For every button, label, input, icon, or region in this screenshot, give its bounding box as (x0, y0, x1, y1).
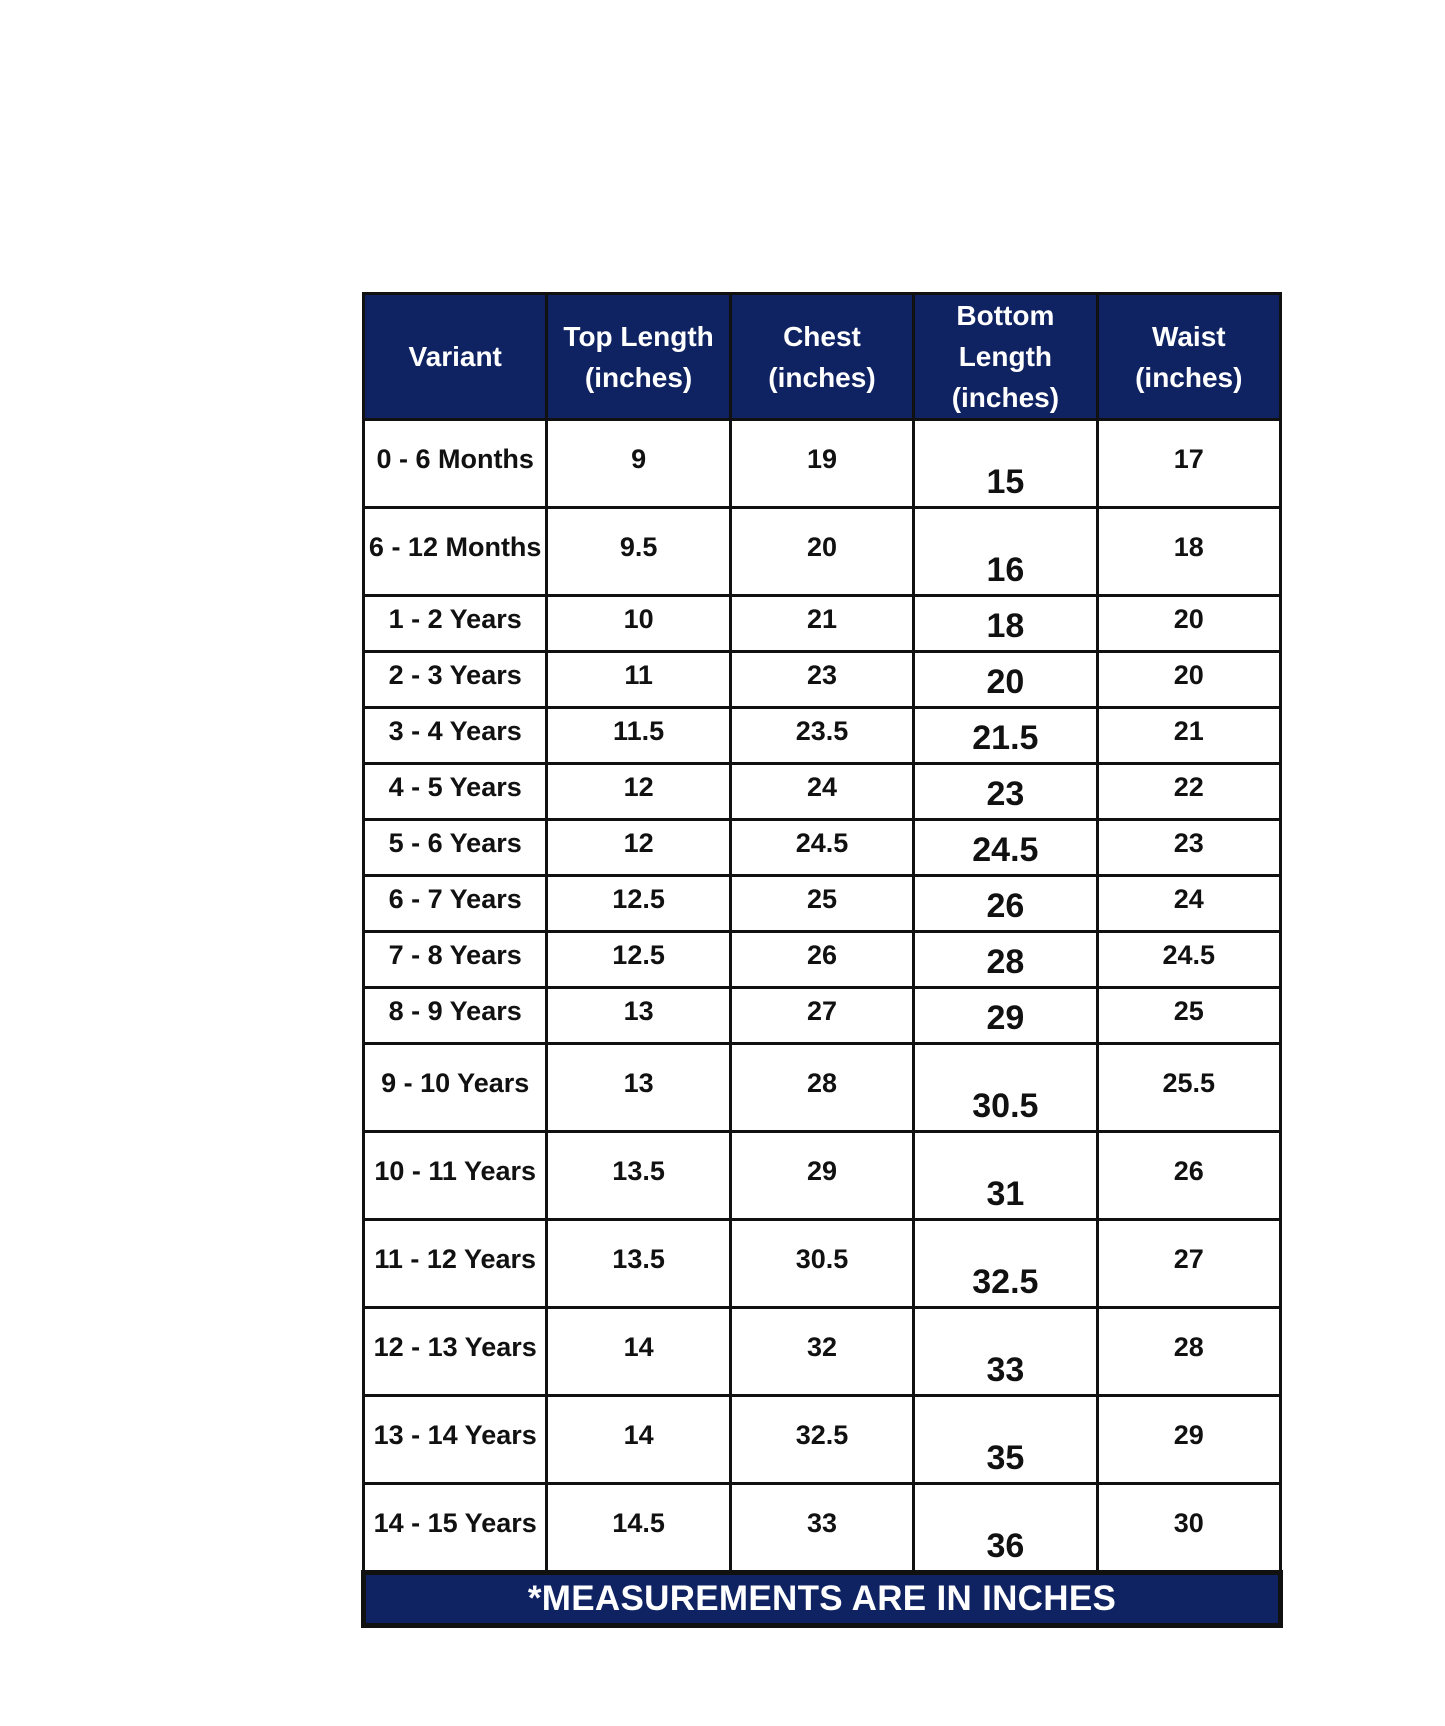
variant-cell: 9 - 10 Years (364, 1044, 547, 1132)
variant-cell: 2 - 3 Years (364, 652, 547, 708)
bottom-length-cell: 18 (914, 596, 1097, 652)
top-length-cell: 14 (547, 1396, 730, 1484)
variant-cell: 6 - 7 Years (364, 876, 547, 932)
table-row (364, 708, 1281, 764)
top-length-cell: 12.5 (547, 876, 730, 932)
chest-cell: 19 (730, 420, 913, 508)
waist-cell: 25.5 (1097, 1044, 1280, 1132)
header-line: Top Length (563, 320, 714, 352)
header-row (364, 294, 1281, 420)
bottom-length-cell: 20 (914, 652, 1097, 708)
header-bottom-length (914, 294, 1097, 420)
top-length-cell: 12.5 (547, 932, 730, 988)
bottom-length-cell: 15 (914, 420, 1097, 508)
top-length-cell: 14 (547, 1308, 730, 1396)
size-chart-table (361, 292, 1283, 1628)
table-row (364, 652, 1281, 708)
top-length-cell: 9 (547, 420, 730, 508)
table-row (364, 988, 1281, 1044)
top-length-cell: 13 (547, 1044, 730, 1132)
waist-cell: 28 (1097, 1308, 1280, 1396)
variant-cell: 1 - 2 Years (364, 596, 547, 652)
chest-cell: 23 (730, 652, 913, 708)
table-row (364, 1220, 1281, 1308)
table-row (364, 876, 1281, 932)
chest-cell: 26 (730, 932, 913, 988)
variant-cell: 4 - 5 Years (364, 764, 547, 820)
bottom-length-cell: 31 (914, 1132, 1097, 1220)
bottom-length-cell: 21.5 (914, 708, 1097, 764)
bottom-length-cell: 35 (914, 1396, 1097, 1484)
size-chart-header (364, 294, 1281, 420)
variant-cell: 5 - 6 Years (364, 820, 547, 876)
top-length-cell: 13 (547, 988, 730, 1044)
variant-cell: 6 - 12 Months (364, 508, 547, 596)
bottom-length-cell: 29 (914, 988, 1097, 1044)
bottom-length-cell: 26 (914, 876, 1097, 932)
waist-cell: 18 (1097, 508, 1280, 596)
top-length-cell: 9.5 (547, 508, 730, 596)
table-row (364, 764, 1281, 820)
waist-cell: 20 (1097, 596, 1280, 652)
chest-cell: 25 (730, 876, 913, 932)
variant-cell: 8 - 9 Years (364, 988, 547, 1044)
bottom-length-cell: 16 (914, 508, 1097, 596)
top-length-cell: 12 (547, 820, 730, 876)
footer-row (364, 1573, 1281, 1626)
header-line: Chest (783, 320, 861, 352)
chest-cell: 21 (730, 596, 913, 652)
header-top-length (547, 294, 730, 420)
chest-cell: 32.5 (730, 1396, 913, 1484)
waist-cell: 23 (1097, 820, 1280, 876)
table-row (364, 508, 1281, 596)
size-chart-footer (364, 1573, 1281, 1626)
header-variant (364, 294, 547, 420)
table-row (364, 420, 1281, 508)
waist-cell: 22 (1097, 764, 1280, 820)
header-line: (inches) (951, 382, 1060, 413)
waist-cell: 29 (1097, 1396, 1280, 1484)
waist-cell: 20 (1097, 652, 1280, 708)
waist-cell: 21 (1097, 708, 1280, 764)
chest-cell: 33 (730, 1484, 913, 1573)
variant-cell: 10 - 11 Years (364, 1132, 547, 1220)
top-length-cell: 14.5 (547, 1484, 730, 1573)
bottom-length-cell: 23 (914, 764, 1097, 820)
waist-cell: 25 (1097, 988, 1280, 1044)
waist-cell: 24 (1097, 876, 1280, 932)
variant-cell: 11 - 12 Years (364, 1220, 547, 1308)
header-line: (inches) (1135, 361, 1243, 393)
chest-cell: 28 (730, 1044, 913, 1132)
table-row (364, 596, 1281, 652)
measurement-note: *MEASUREMENTS ARE IN INCHES (364, 1573, 1281, 1626)
bottom-length-cell: 32.5 (914, 1220, 1097, 1308)
top-length-cell: 10 (547, 596, 730, 652)
bottom-length-cell: 28 (914, 932, 1097, 988)
size-chart-body (364, 420, 1281, 1573)
top-length-cell: 11 (547, 652, 730, 708)
chest-cell: 24.5 (730, 820, 913, 876)
waist-cell: 30 (1097, 1484, 1280, 1573)
header-line: (inches) (768, 361, 876, 393)
top-length-cell: 11.5 (547, 708, 730, 764)
chest-cell: 32 (730, 1308, 913, 1396)
top-length-cell: 12 (547, 764, 730, 820)
bottom-length-cell: 36 (914, 1484, 1097, 1573)
chest-cell: 24 (730, 764, 913, 820)
header-line: (inches) (584, 361, 693, 393)
chest-cell: 23.5 (730, 708, 913, 764)
table-row (364, 1044, 1281, 1132)
header-chest (730, 294, 913, 420)
table-row (364, 1308, 1281, 1396)
table-row (364, 1484, 1281, 1573)
chest-cell: 27 (730, 988, 913, 1044)
bottom-length-cell: 33 (914, 1308, 1097, 1396)
top-length-cell: 13.5 (547, 1132, 730, 1220)
bottom-length-cell: 24.5 (914, 820, 1097, 876)
table-row (364, 932, 1281, 988)
waist-cell: 24.5 (1097, 932, 1280, 988)
variant-cell: 3 - 4 Years (364, 708, 547, 764)
variant-cell: 7 - 8 Years (364, 932, 547, 988)
variant-cell: 12 - 13 Years (364, 1308, 547, 1396)
variant-cell: 14 - 15 Years (364, 1484, 547, 1573)
table-row (364, 1132, 1281, 1220)
chest-cell: 29 (730, 1132, 913, 1220)
header-line: Bottom (956, 300, 1055, 331)
waist-cell: 26 (1097, 1132, 1280, 1220)
header-line: Variant (408, 341, 502, 372)
chest-cell: 20 (730, 508, 913, 596)
variant-cell: 0 - 6 Months (364, 420, 547, 508)
header-line: Length (958, 341, 1053, 372)
header-line: Waist (1151, 320, 1226, 352)
header-waist (1097, 294, 1280, 420)
table-row (364, 1396, 1281, 1484)
bottom-length-cell: 30.5 (914, 1044, 1097, 1132)
top-length-cell: 13.5 (547, 1220, 730, 1308)
table-row (364, 820, 1281, 876)
waist-cell: 27 (1097, 1220, 1280, 1308)
waist-cell: 17 (1097, 420, 1280, 508)
variant-cell: 13 - 14 Years (364, 1396, 547, 1484)
chest-cell: 30.5 (730, 1220, 913, 1308)
